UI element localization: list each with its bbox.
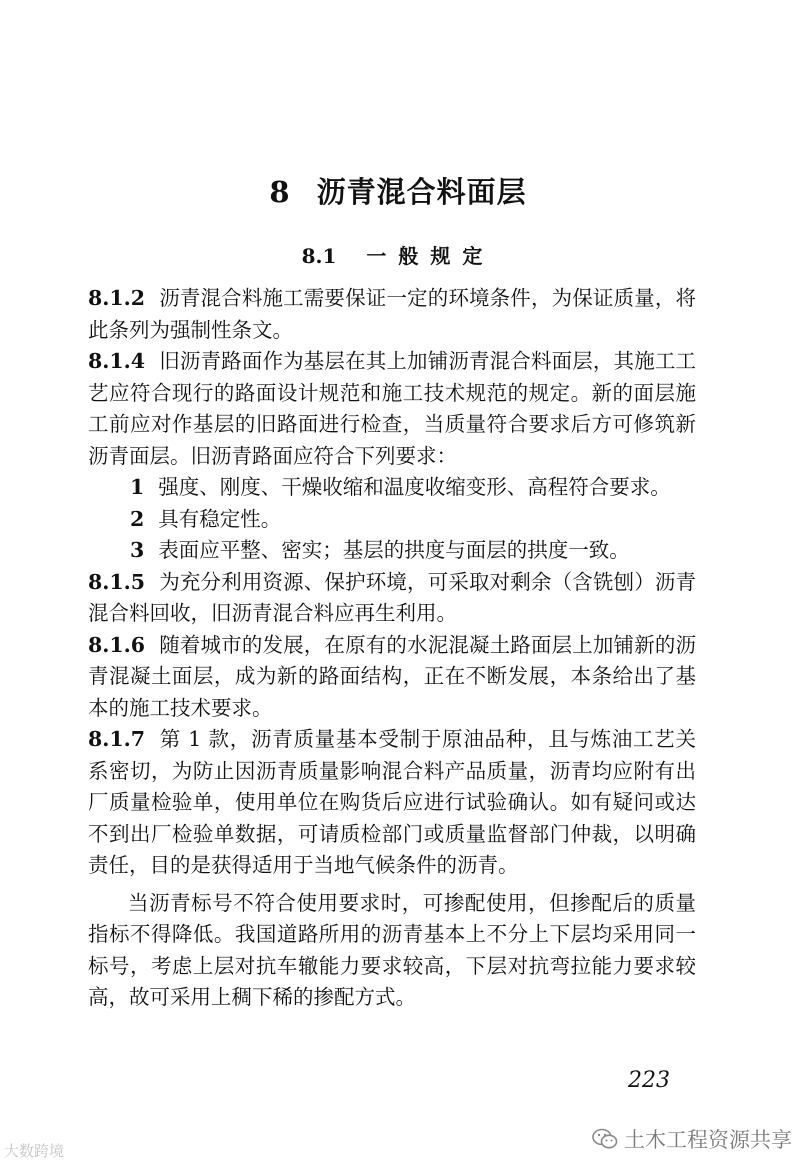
section-title [0, 240, 796, 269]
list-item [88, 535, 696, 567]
clause-number: 8.1.4 [88, 349, 146, 373]
section-title-text: 一般规定 [366, 244, 495, 268]
clause-8-1-4 [88, 346, 696, 472]
chapter-number: 8 [269, 175, 291, 209]
list-item [88, 504, 696, 536]
list-item-number: 2 [130, 506, 145, 531]
wechat-icon [592, 1128, 618, 1150]
clause-text: 沥青混合料施工需要保证一定的环境条件，为保证质量，将此条列为强制性条文。 [88, 286, 696, 342]
clause-text: 随着城市的发展，在原有的水泥混凝土路面层上加铺新的沥青混凝土面层，成为新的路面结构，正在不断发展，本条给出了基本的施工技术要求。 [88, 632, 696, 720]
chapter-title [0, 170, 796, 211]
watermark-left: 大数跨境 [4, 1142, 65, 1160]
clause-text: 第 1 款，沥青质量基本受制于原油品种，且与炼油工艺关系密切，为防止因沥青质量影响混合料产品质量，沥青均应附有出厂质量检验单，使用单位在购货后应进行试验确认。如有疑问或达不到出厂检验单数据，可请质检部门或质量监督部门仲裁，以明确责任，目的是获得适用于当地气候条件的沥青。 [88, 727, 696, 877]
list-item-number: 1 [130, 475, 145, 499]
section-number: 8.1 [301, 244, 337, 268]
list-item-number: 3 [130, 538, 145, 562]
document-body [88, 283, 696, 1014]
chapter-title-text: 沥青混合料面层 [316, 175, 527, 209]
clause-number: 8.1.5 [88, 569, 146, 594]
page-number: 223 [628, 1068, 670, 1093]
clause-8-1-2 [88, 283, 696, 346]
clause-8-1-7 [88, 724, 696, 882]
clause-8-1-7-continuation: 当沥青标号不符合使用要求时，可掺配使用，但掺配后的质量指标不得降低。我国道路所用的沥青基本上不分上下层均采用同一标号，考虑上层对抗车辙能力要求较高，下层对抗弯拉能力要求较高，故可采用上稠下稀的掺配方式。 [88, 890, 696, 1009]
list-item-text: 表面应平整、密实；基层的拱度与面层的拱度一致。 [158, 538, 630, 562]
clause-text: 旧沥青路面作为基层在其上加铺沥青混合料面层，其施工工艺应符合现行的路面设计规范和施工技术规范的规定。新的面层施工前应对作基层的旧路面进行检查，当质量符合要求后方可修筑新沥青面层。旧沥青路面应符合下列要求： [88, 349, 696, 468]
clause-8-1-5 [88, 567, 696, 630]
clause-number: 8.1.7 [88, 727, 146, 751]
clause-number: 8.1.6 [88, 632, 146, 657]
list-item-text: 强度、刚度、干燥收缩和温度收缩变形、高程符合要求。 [158, 475, 671, 499]
clause-8-1-6 [88, 630, 696, 725]
watermark-right-text: 土木工程资源共享 [624, 1128, 792, 1152]
list-item [88, 472, 696, 504]
clause-text: 为充分利用资源、保护环境，可采取对剩余（含铣刨）沥青混合料回收，旧沥青混合料应再生利用。 [88, 569, 696, 625]
list-item-text: 具有稳定性。 [158, 506, 282, 531]
clause-number: 8.1.2 [88, 286, 146, 310]
watermark-right [592, 1124, 792, 1154]
